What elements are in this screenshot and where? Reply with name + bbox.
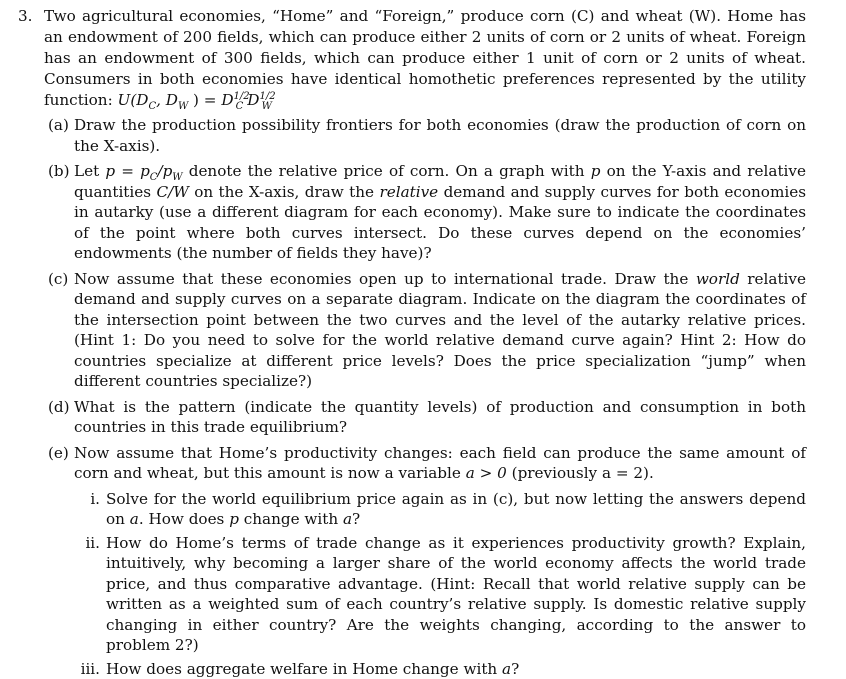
utility-lhs: $U(D_C$, $D_W$ xyxy=(118,91,189,109)
part-text: What is the pattern (indicate the quantity levels) of production and consumption in both countries in this trade equilibrium? xyxy=(74,397,806,438)
subpart-iii xyxy=(74,659,806,679)
part-d xyxy=(44,397,806,438)
part-label: (b) xyxy=(44,161,74,264)
problem-stem-text: Two agricultural economies, “Home” and “Foreign,” produce corn (C) and wheat (W). Home has an endowment of 200 fields, which can produce either 2 units of corn or 2 units of wheat. Foreign has an endowment of 300 fields, which can produce either 1 unit of corn or 2 units of wheat. Consumers in both economies have identical homothetic preferences represented by the utility function: xyxy=(44,7,806,109)
part-b xyxy=(44,161,806,264)
subparts-list xyxy=(74,489,806,679)
subpart-text: How do Home’s terms of trade change as it experiences productivity growth? Explain, intuitively, why becoming a larger share of the world economy affects the world trade price, and thus comparative advantage. (Hint: Recall that world relative supply can be written as a weighted sum of each country’s relative supply. Is domestic relative supply changing in either country? Are the weights changing, according to the answer to problem 2?) xyxy=(106,533,806,656)
part-c xyxy=(44,269,806,392)
part-label: (d) xyxy=(44,397,74,438)
subpart-label: iii. xyxy=(74,659,106,679)
part-label: (e) xyxy=(44,443,74,484)
utility-equals: ) = xyxy=(193,91,216,109)
part-label: (c) xyxy=(44,269,74,392)
part-e xyxy=(44,443,806,484)
subpart-text: How does aggregate welfare in Home change with a? xyxy=(106,659,806,679)
part-text: Now assume that Home’s productivity changes: each field can produce the same amount of corn and wheat, but this amount is now a variable a > 0 (previously a = 2). xyxy=(74,443,806,484)
problem-head xyxy=(18,6,806,111)
subpart-label: ii. xyxy=(74,533,106,656)
part-text: Let $p = p_C/p_W$ denote the relative price of corn. On a graph with p on the Y-axis and relative quantities C/W on the X-axis, draw the relative demand and supply curves for both economies in autarky (use a different diagram for each economy). Make sure to indicate the coordinates of the point where both curves intersect. Do these curves depend on the economies’ endowments (the number of fields they have)? xyxy=(74,161,806,264)
problem-3 xyxy=(18,6,806,111)
part-a xyxy=(44,115,806,156)
utility-rhs: $D^{1/2}_C$ $D^{1/2}_W$ xyxy=(221,91,272,109)
subpart-label: i. xyxy=(74,489,106,530)
parts-list xyxy=(44,115,806,484)
subpart-ii xyxy=(74,533,806,656)
problem-stem xyxy=(44,6,806,111)
part-text: Draw the production possibility frontiers for both economies (draw the production of corn on the X-axis). xyxy=(74,115,806,156)
part-label: (a) xyxy=(44,115,74,156)
subpart-text: Solve for the world equilibrium price again as in (c), but now letting the answers depend on a. How does p change with a? xyxy=(106,489,806,530)
problem-number: 3. xyxy=(18,6,44,111)
subpart-i xyxy=(74,489,806,530)
part-text: Now assume that these economies open up to international trade. Draw the world relative demand and supply curves on a separate diagram. Indicate on the diagram the coordinates of the intersection point between the two curves and the level of the autarky relative prices. (Hint 1: Do you need to solve for the world relative demand curve again? Hint 2: How do countries specialize at different price levels? Does the price specialization “jump” when different countries specialize?) xyxy=(74,269,806,392)
